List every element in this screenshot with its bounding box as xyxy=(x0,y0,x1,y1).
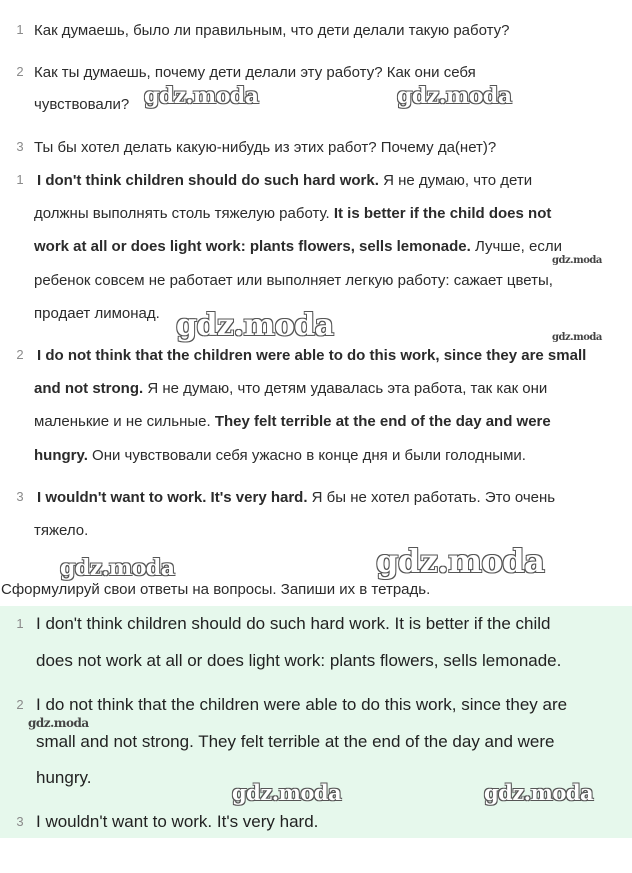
russian-text: Я не думаю, что дети xyxy=(378,172,533,189)
watermark: gdz.moda xyxy=(60,555,175,581)
instruction-text: Сформулируй свои ответы на вопросы. Запиши их в тетрадь. xyxy=(1,581,431,598)
answer-line xyxy=(34,380,547,397)
watermark: gdz.moda xyxy=(232,780,342,805)
question-number: 1 xyxy=(16,22,24,37)
answer-line: продает лимонад. xyxy=(34,305,160,322)
watermark: gdz.moda xyxy=(28,716,89,730)
watermark: gdz.moda xyxy=(144,83,259,109)
answer-line xyxy=(37,489,555,506)
english-text: and not strong. xyxy=(34,380,144,397)
answer-line xyxy=(34,413,551,430)
answer-line xyxy=(34,205,551,222)
english-text: I don't think children should do such hard work. xyxy=(37,172,379,189)
english-text: work at all or does light work: plants flowers, sells lemonade. xyxy=(34,238,471,255)
final-answer-line: I do not think that the children were able to do this work, since they are xyxy=(36,695,568,714)
watermark: gdz.moda xyxy=(376,542,545,580)
watermark: gdz.moda xyxy=(552,255,602,266)
answer-number: 1 xyxy=(16,172,24,187)
watermark: gdz.moda xyxy=(397,83,512,109)
english-text: I wouldn't want to work. It's very hard. xyxy=(37,489,308,506)
question-number: 2 xyxy=(16,64,24,79)
question-number: 3 xyxy=(16,139,24,154)
watermark: gdz.moda xyxy=(176,308,334,343)
final-answer-line: I don't think children should do such hard work. It is better if the child xyxy=(36,614,551,633)
english-text: I do not think that the children were able to do this work, since they are small xyxy=(37,347,587,364)
russian-text: Они чувствовали себя ужасно в конце дня и были голодными. xyxy=(87,447,526,464)
russian-text: Лучше, если xyxy=(470,238,562,255)
question-text: Ты бы хотел делать какую-нибудь из этих работ? Почему да(нет)? xyxy=(34,139,497,156)
answer-number: 2 xyxy=(16,697,24,712)
answer-line: тяжело. xyxy=(34,522,89,539)
watermark: gdz.moda xyxy=(552,332,602,343)
question-text-line: чувствовали? xyxy=(34,96,130,113)
watermark: gdz.moda xyxy=(484,780,594,805)
english-text: They felt terrible at the end of the day and were xyxy=(214,413,551,430)
answer-line: ребенок совсем не работает или выполняет легкую работу: сажает цветы, xyxy=(34,272,553,289)
answer-number: 3 xyxy=(16,489,24,504)
answer-line xyxy=(37,347,586,364)
question-text-line: Как ты думаешь, почему дети делали эту работу? Как они себя xyxy=(34,64,476,81)
answer-number: 1 xyxy=(16,616,24,631)
answer-number: 3 xyxy=(16,814,24,829)
final-answer-line: I wouldn't want to work. It's very hard. xyxy=(36,812,319,831)
question-text: Как думаешь, было ли правильным, что дети делали такую работу? xyxy=(34,22,510,39)
final-answer-line: hungry. xyxy=(36,768,92,787)
answer-line xyxy=(37,172,532,189)
final-answer-line: small and not strong. They felt terrible at the end of the day and were xyxy=(36,732,555,751)
english-text: It is better if the child does not xyxy=(333,205,552,222)
answer-line xyxy=(34,238,562,255)
russian-text: Я не думаю, что детям удавалась эта работа, так как они xyxy=(143,380,548,397)
english-text: hungry. xyxy=(34,447,88,464)
russian-text: маленькие и не сильные. xyxy=(34,413,215,430)
russian-text: должны выполнять столь тяжелую работу. xyxy=(34,205,334,222)
final-answer-line: does not work at all or does light work: plants flowers, sells lemonade. xyxy=(36,651,562,670)
russian-text: Я бы не хотел работать. Это очень xyxy=(307,489,556,506)
answer-number: 2 xyxy=(16,347,24,362)
answer-line xyxy=(34,447,526,464)
